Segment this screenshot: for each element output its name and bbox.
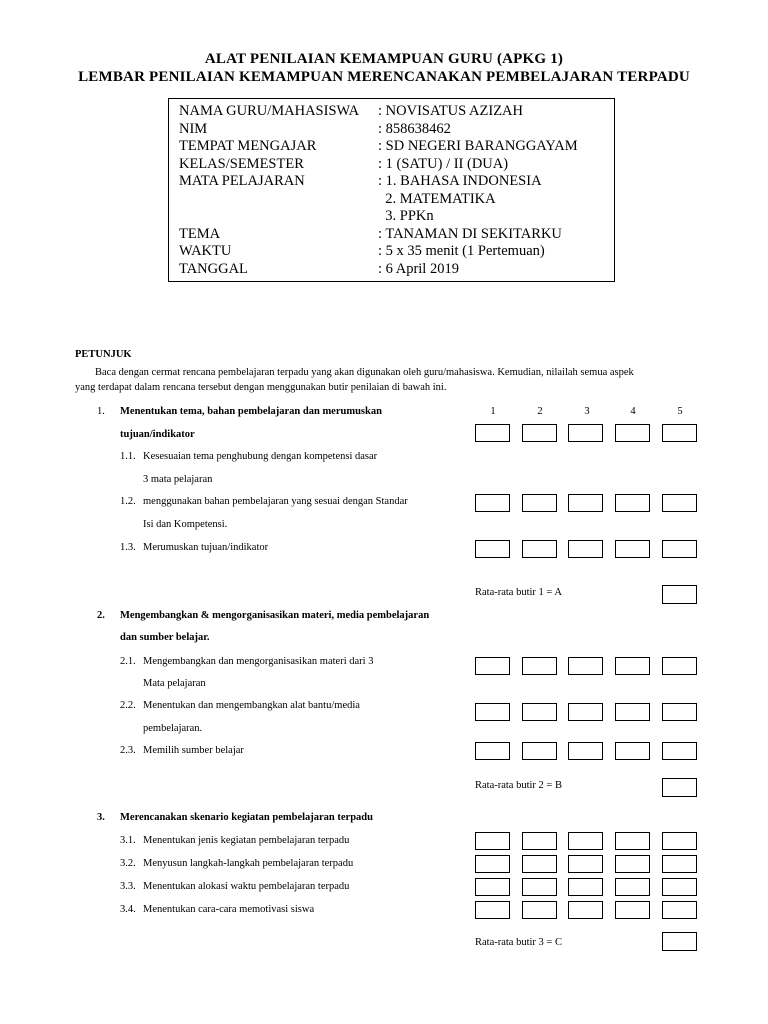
score-box-1-3-3[interactable] [568,540,603,558]
section2-average-label: Rata-rata butir 2 = B [475,780,562,791]
score-box-s1-3[interactable] [568,424,603,442]
identity-box: NAMA GURU/MAHASISWA : NOVISATUS AZIZAH NIM : 858638462 TEMPAT MENGAJAR : SD NEGERI BARANGGAYAM KELAS/SEMESTER : 1 (SATU) / II (DUA) MATA PELAJARAN : 1. BAHASA INDONESIA 2. MATEMATIKA 3. PPKn TEMA : TANAMAN DI SEKITARKU WAKTU : 5 x 35 menit (1 Pertemuan) TANGGAL : 6 April 2019 [168,98,615,282]
item-2-1-text-cont: Mata pelajaran [143,678,206,689]
petunjuk-text-line2: yang terdapat dalam rencana tersebut dengan menggunakan butir penilaian di bawah ini. [75,382,447,393]
section2-title: Mengembangkan & mengorganisasikan materi, media pembelajaran [120,610,430,621]
item-2-1-number: 2.1. [120,656,136,667]
document-title: ALAT PENILAIAN KEMAMPUAN GURU (APKG 1) [204,51,564,67]
scale-label-4: 4 [630,406,636,417]
score-box-3-2-1[interactable] [475,855,510,873]
score-box-3-1-4[interactable] [615,832,650,850]
score-box-1-2-3[interactable] [568,494,603,512]
petunjuk-text-line1: Baca dengan cermat rencana pembelajaran terpadu yang akan digunakan oleh guru/mahasiswa. Kemudian, nilailah semua aspek [95,367,634,378]
score-box-3-2-4[interactable] [615,855,650,873]
score-box-2-3-3[interactable] [568,742,603,760]
score-box-3-4-3[interactable] [568,901,603,919]
score-box-2-1-4[interactable] [615,657,650,675]
score-box-1-2-1[interactable] [475,494,510,512]
score-box-2-3-5[interactable] [662,742,697,760]
score-box-1-3-1[interactable] [475,540,510,558]
item-1-2-text-cont: Isi dan Kompetensi. [143,519,228,530]
score-box-3-1-1[interactable] [475,832,510,850]
score-box-3-2-3[interactable] [568,855,603,873]
score-box-3-3-3[interactable] [568,878,603,896]
item-3-1-text: Menentukan jenis kegiatan pembelajaran terpadu [143,835,350,846]
score-box-1-3-2[interactable] [522,540,557,558]
section3-number: 3. [97,812,105,823]
score-box-1-2-5[interactable] [662,494,697,512]
scale-label-3: 3 [584,406,590,417]
section2-number: 2. [97,610,105,621]
score-box-2-2-1[interactable] [475,703,510,721]
score-box-3-2-2[interactable] [522,855,557,873]
score-box-3-1-3[interactable] [568,832,603,850]
item-2-1-text: Mengembangkan dan mengorganisasikan materi dari 3 [143,656,374,667]
score-box-2-2-3[interactable] [568,703,603,721]
section1-average-box[interactable] [662,585,697,604]
score-box-2-1-5[interactable] [662,657,697,675]
score-box-3-3-1[interactable] [475,878,510,896]
item-2-2-number: 2.2. [120,700,136,711]
section1-title: Menentukan tema, bahan pembelajaran dan merumuskan [120,406,382,417]
section3-title: Merencanakan skenario kegiatan pembelajaran terpadu [120,812,373,823]
item-3-3-number: 3.3. [120,881,136,892]
score-box-3-3-2[interactable] [522,878,557,896]
score-box-2-2-4[interactable] [615,703,650,721]
item-1-1-number: 1.1. [120,451,136,462]
item-2-3-number: 2.3. [120,745,136,756]
section1-title-cont: tujuan/indikator [120,429,195,440]
item-1-3-text: Merumuskan tujuan/indikator [143,542,269,553]
score-box-3-4-2[interactable] [522,901,557,919]
item-3-3-text: Menentukan alokasi waktu pembelajaran terpadu [143,881,350,892]
item-1-3-number: 1.3. [120,542,136,553]
score-box-3-2-5[interactable] [662,855,697,873]
item-1-2-number: 1.2. [120,496,136,507]
petunjuk-heading: PETUNJUK [75,349,132,360]
score-box-3-3-5[interactable] [662,878,697,896]
item-2-2-text: Menentukan dan mengembangkan alat bantu/media [143,700,360,711]
score-box-s1-2[interactable] [522,424,557,442]
score-box-2-1-3[interactable] [568,657,603,675]
section3-average-box[interactable] [662,932,697,951]
item-1-1-text: Kesesuaian tema penghubung dengan kompetensi dasar [143,451,378,462]
section1-average-label: Rata-rata butir 1 = A [475,587,562,598]
score-box-2-2-2[interactable] [522,703,557,721]
item-2-3-text: Memilih sumber belajar [143,745,244,756]
score-box-1-2-4[interactable] [615,494,650,512]
score-box-s1-5[interactable] [662,424,697,442]
item-2-2-text-cont: pembelajaran. [143,723,203,734]
scale-label-2: 2 [537,406,543,417]
score-box-s1-1[interactable] [475,424,510,442]
item-1-1-text-cont: 3 mata pelajaran [143,474,213,485]
section3-average-label: Rata-rata butir 3 = C [475,937,562,948]
score-box-1-3-4[interactable] [615,540,650,558]
score-box-3-4-1[interactable] [475,901,510,919]
score-box-2-3-4[interactable] [615,742,650,760]
item-3-4-number: 3.4. [120,904,136,915]
item-3-2-text: Menyusun langkah-langkah pembelajaran terpadu [143,858,354,869]
score-box-3-1-2[interactable] [522,832,557,850]
item-3-2-number: 3.2. [120,858,136,869]
scale-label-5: 5 [677,406,683,417]
item-3-4-text: Menentukan cara-cara memotivasi siswa [143,904,315,915]
section2-average-box[interactable] [662,778,697,797]
score-box-s1-4[interactable] [615,424,650,442]
score-box-3-3-4[interactable] [615,878,650,896]
score-box-1-2-2[interactable] [522,494,557,512]
document-subtitle: LEMBAR PENILAIAN KEMAMPUAN MERENCANAKAN PEMBELAJARAN TERPADU [78,69,690,85]
score-box-2-2-5[interactable] [662,703,697,721]
score-box-3-4-5[interactable] [662,901,697,919]
item-3-1-number: 3.1. [120,835,136,846]
item-1-2-text: menggunakan bahan pembelajaran yang sesuai dengan Standar [143,496,408,507]
score-box-2-3-2[interactable] [522,742,557,760]
score-box-2-1-1[interactable] [475,657,510,675]
score-box-3-4-4[interactable] [615,901,650,919]
section1-number: 1. [97,406,105,417]
score-box-1-3-5[interactable] [662,540,697,558]
score-box-3-1-5[interactable] [662,832,697,850]
scale-label-1: 1 [490,406,496,417]
score-box-2-3-1[interactable] [475,742,510,760]
section2-title-cont: dan sumber belajar. [120,632,210,643]
score-box-2-1-2[interactable] [522,657,557,675]
